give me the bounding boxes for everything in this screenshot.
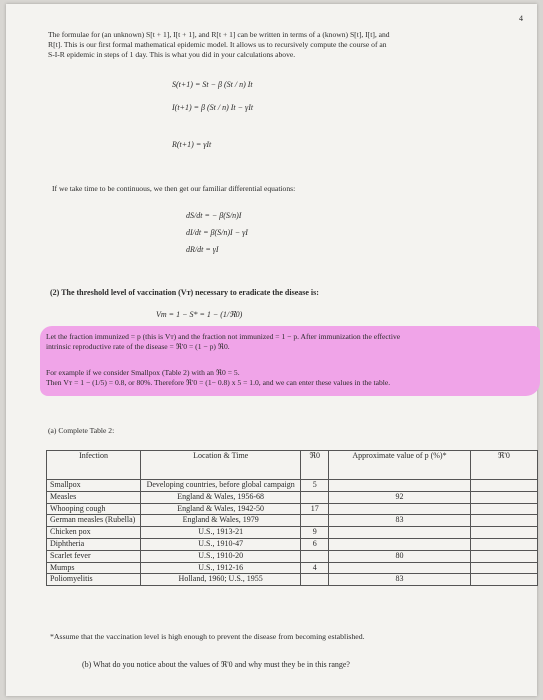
cell-r0-prime[interactable] — [470, 515, 537, 527]
intro-paragraph — [48, 30, 390, 60]
cell-p[interactable] — [329, 562, 471, 574]
cell-r0-prime[interactable] — [470, 550, 537, 562]
equation-di-dt: dI/dt = β(S/n)I − γI — [186, 228, 248, 237]
cell-p: 83 — [329, 574, 471, 586]
cell-infection: Smallpox — [47, 480, 141, 492]
intro-line-3: S-I-R epidemic in steps of 1 day. This is what you did in your calculations above. — [48, 49, 296, 59]
highlight-line-4: Then Vт = 1 − (1/5) = 0.8, or 80%. Therefore ℜ'0 = (1− 0.8) x 5 = 1.0, and we can enter these values in the table. — [46, 377, 391, 387]
table-row — [47, 491, 538, 503]
table-header-row — [47, 451, 538, 480]
threshold-formula: Vт = 1 − S* = 1 − (1/ℜ0) — [156, 310, 243, 319]
cell-p: 80 — [329, 550, 471, 562]
cell-r0: 4 — [301, 562, 329, 574]
highlight-line-3: For example if we consider Smallpox (Table 2) with an ℜ0 = 5. — [46, 368, 240, 377]
cell-r0-prime[interactable] — [470, 480, 537, 492]
cell-r0: 5 — [301, 480, 329, 492]
cell-infection: Measles — [47, 491, 141, 503]
cell-location: England & Wales, 1956-68 — [141, 491, 301, 503]
document-page — [6, 4, 537, 696]
header-r0-prime: ℜ'0 — [470, 451, 537, 480]
table-row — [47, 574, 538, 586]
highlight-line-2: intrinsic reproductive rate of the disease = ℜ'0 = (1 − p) ℜ0. — [46, 341, 230, 351]
cell-r0-prime[interactable] — [470, 503, 537, 515]
cell-location: England & Wales, 1942-50 — [141, 503, 301, 515]
cell-p[interactable] — [329, 480, 471, 492]
equation-s-next: S(t+1) = St − β (St / n) It — [172, 80, 253, 89]
cell-r0: 17 — [301, 503, 329, 515]
question-b: (b) What do you notice about the values of ℜ'0 and why must they be in this range? — [82, 660, 350, 669]
equation-ds-dt: dS/dt = − β(S/n)I — [186, 211, 242, 220]
table-2 — [46, 450, 538, 586]
table-row — [47, 527, 538, 539]
cell-r0: 9 — [301, 527, 329, 539]
cell-infection: Chicken pox — [47, 527, 141, 539]
cell-location: England & Wales, 1979 — [141, 515, 301, 527]
cell-r0[interactable] — [301, 550, 329, 562]
table-row — [47, 480, 538, 492]
equation-i-next: I(t+1) = β (St / n) It − γIt — [172, 103, 254, 112]
cell-location: U.S., 1913-21 — [141, 527, 301, 539]
table-row — [47, 503, 538, 515]
cell-infection: Mumps — [47, 562, 141, 574]
cell-r0[interactable] — [301, 515, 329, 527]
cell-r0-prime[interactable] — [470, 538, 537, 550]
part-a-label: (a) Complete Table 2: — [48, 426, 115, 435]
header-location: Location & Time — [141, 451, 301, 480]
table-row — [47, 538, 538, 550]
table-row — [47, 562, 538, 574]
equation-dr-dt: dR/dt = γI — [186, 245, 219, 254]
cell-r0-prime[interactable] — [470, 527, 537, 539]
cell-location: U.S., 1910-47 — [141, 538, 301, 550]
cell-location: Holland, 1960; U.S., 1955 — [141, 574, 301, 586]
cell-location: U.S., 1910-20 — [141, 550, 301, 562]
cell-location: U.S., 1912-16 — [141, 562, 301, 574]
cell-infection: German measles (Rubella) — [47, 515, 141, 527]
cell-infection: Poliomyelitis — [47, 574, 141, 586]
intro-line-2: R[t]. This is our first formal mathematical epidemic model. It allows us to recursively compute the course of an — [48, 39, 387, 49]
table-row — [47, 550, 538, 562]
cell-infection: Diphtheria — [47, 538, 141, 550]
section-2-heading: (2) The threshold level of vaccination (Vт) necessary to eradicate the disease is: — [50, 288, 319, 297]
cell-r0[interactable] — [301, 574, 329, 586]
cell-location: Developing countries, before global campaign — [141, 480, 301, 492]
intro-line-1: The formulae for (an unknown) S[t + 1], I[t + 1], and R[t + 1] can be written in terms of a (known) S[t], I[t], and — [48, 30, 390, 39]
header-r0: ℜ0 — [301, 451, 329, 480]
cell-r0[interactable] — [301, 491, 329, 503]
continuous-intro: If we take time to be continuous, we then get our familiar differential equations: — [52, 184, 296, 193]
highlight-text-2 — [46, 368, 390, 388]
cell-r0-prime[interactable] — [470, 491, 537, 503]
cell-p: 92 — [329, 491, 471, 503]
header-p: Approximate value of p (%)* — [329, 451, 471, 480]
page-number: 4 — [519, 14, 523, 23]
equation-r-next: R(t+1) = γIt — [172, 140, 212, 149]
table-row — [47, 515, 538, 527]
highlight-line-1: Let the fraction immunized = p (this is Vт) and the fraction not immunized = 1 − p. After immunization the effective — [46, 332, 401, 341]
cell-r0-prime[interactable] — [470, 562, 537, 574]
cell-p[interactable] — [329, 527, 471, 539]
cell-p[interactable] — [329, 538, 471, 550]
cell-p: 83 — [329, 515, 471, 527]
table-footnote: *Assume that the vaccination level is high enough to prevent the disease from becoming established. — [50, 632, 365, 641]
cell-infection: Whooping cough — [47, 503, 141, 515]
header-infection: Infection — [47, 451, 141, 480]
cell-r0-prime[interactable] — [470, 574, 537, 586]
cell-infection: Scarlet fever — [47, 550, 141, 562]
highlight-text-1 — [46, 332, 400, 352]
cell-p[interactable] — [329, 503, 471, 515]
cell-r0: 6 — [301, 538, 329, 550]
